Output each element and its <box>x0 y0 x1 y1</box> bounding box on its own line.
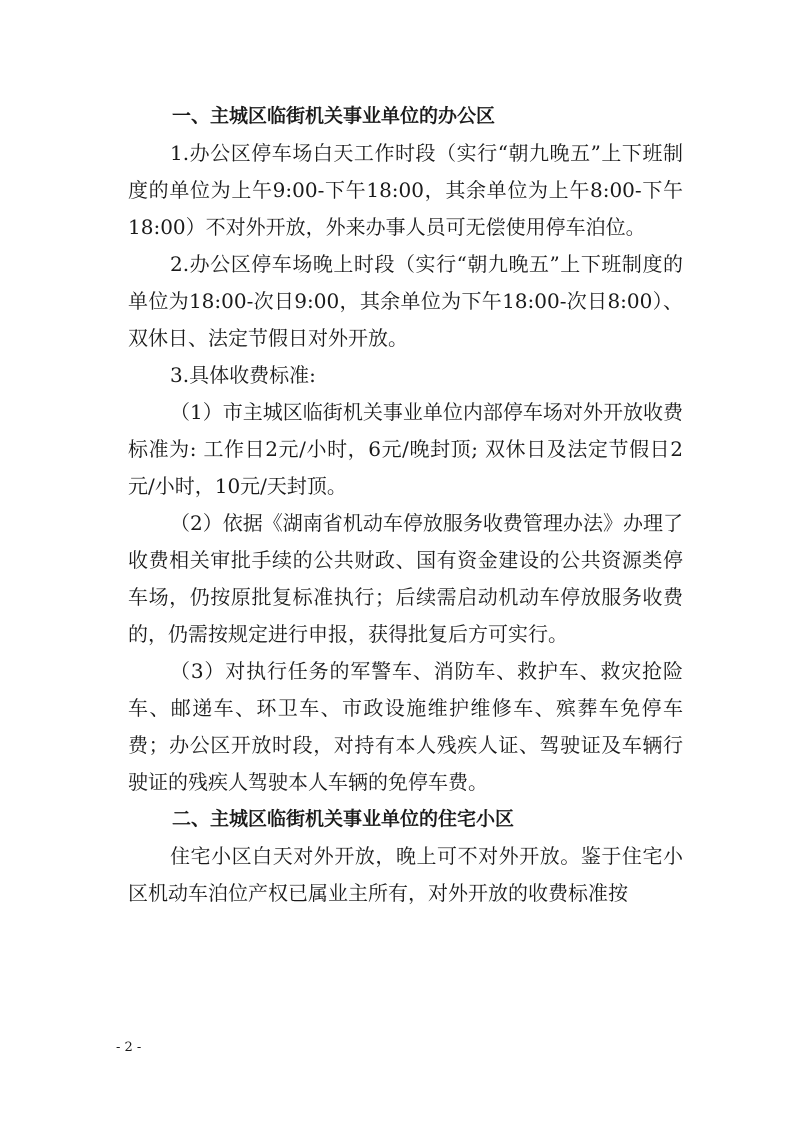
paragraph-3-1: （1）市主城区临街机关事业单位内部停车场对外开放收费标准为: 工作日2元/小时，6元/晚封顶; 双休日及法定节假日2元/小时，10元/天封顶。 <box>128 400 683 498</box>
paragraph-1: 1.办公区停车场白天工作时段（实行“朝九晚五”上下班制度的单位为上午9:00-下午18:00，其余单位为上午8:00-下午18:00）不对外开放，外来办事人员可无偿使用停车泊位。 <box>128 141 683 239</box>
page-number: - 2 - <box>116 1040 142 1055</box>
paragraph-4: 住宅小区白天对外开放，晚上可不对外开放。鉴于住宅小区机动车泊位产权已属业主所有，对外开放的收费标准按 <box>128 844 683 905</box>
paragraph-3-2: （2）依据《湖南省机动车停放服务收费管理办法》办理了收费相关审批手续的公共财政、国有资金建设的公共资源类停车场，仍按原批复标准执行；后续需启动机动车停放服务收费的，仍需按规定进行申报，获得批复后方可实行。 <box>128 511 683 646</box>
paragraph-3-3: （3）对执行任务的军警车、消防车、救护车、救灾抢险车、邮递车、环卫车、市政设施维护维修车、殡葬车免停车费；办公区开放时段，对持有本人残疾人证、驾驶证及车辆行驶证的残疾人驾驶本人车辆的免停车费。 <box>128 659 683 794</box>
section-heading-1: 一、主城区临街机关事业单位的办公区 <box>172 105 496 127</box>
document-body <box>128 98 683 912</box>
section-heading-2: 二、主城区临街机关事业单位的住宅小区 <box>172 808 515 830</box>
paragraph-2: 2.办公区停车场晚上时段（实行“朝九晚五”上下班制度的单位为18:00-次日9:00，其余单位为下午18:00-次日8:00）、双休日、法定节假日对外开放。 <box>128 252 683 350</box>
paragraph-3: 3.具体收费标准: <box>170 363 316 387</box>
